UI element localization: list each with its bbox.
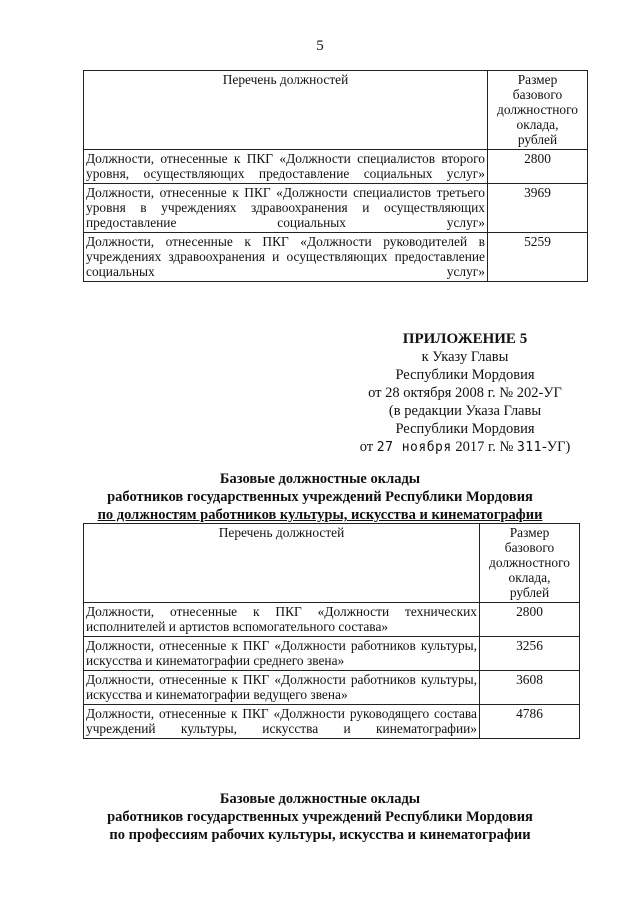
header-positions: Перечень должностей	[84, 524, 480, 603]
header-salary-line: базового	[512, 87, 563, 102]
table-row	[84, 637, 580, 671]
table-row	[84, 150, 588, 184]
header-salary-line: оклада,	[516, 117, 559, 132]
section-heading-culture-positions	[0, 470, 640, 524]
salary-cell: 3969	[488, 184, 588, 233]
salary-cell: 2800	[480, 603, 580, 637]
position-cell: Должности, отнесенные к ПКГ «Должности специалистов третьего уровня в учреждениях здравоохранения и осуществляющих предоставление социальных услуг»	[84, 184, 488, 233]
heading-line: Базовые должностные оклады	[219, 791, 421, 807]
position-cell: Должности, отнесенные к ПКГ «Должности руководящего состава учреждений культуры, искусства и кинематографии»	[84, 705, 480, 739]
appendix-line: от 28 октября 2008 г. № 202-УГ	[368, 385, 562, 401]
amendment-prefix: от	[359, 439, 374, 455]
header-salary-line: должностного	[489, 555, 570, 570]
header-salary-line: Размер	[517, 72, 558, 87]
header-salary-line: оклада,	[508, 570, 551, 585]
salary-cell: 3608	[480, 671, 580, 705]
heading-line: Базовые должностные оклады	[219, 471, 421, 487]
amendment-number: 311	[516, 440, 542, 455]
section-heading-culture-workers	[0, 790, 640, 844]
appendix-line: к Указу Главы	[421, 349, 509, 365]
heading-line: по должностям работников культуры, искусства и кинематографии	[97, 507, 543, 523]
appendix-line: Республики Мордовия	[395, 367, 535, 383]
page-number: 5	[316, 38, 324, 54]
position-cell: Должности, отнесенные к ПКГ «Должности руководителей в учреждениях здравоохранения и осуществляющих предоставление социальных услуг»	[84, 233, 488, 282]
amendment-year: 2017 г. №	[455, 439, 514, 455]
salary-cell: 3256	[480, 637, 580, 671]
position-cell: Должности, отнесенные к ПКГ «Должности технических исполнителей и артистов вспомогательного состава»	[84, 603, 480, 637]
table-header-row	[84, 524, 580, 603]
amendment-suffix: -УГ)	[541, 439, 571, 455]
salary-cell: 4786	[480, 705, 580, 739]
appendix-amendment-line	[340, 438, 590, 457]
position-cell: Должности, отнесенные к ПКГ «Должности работников культуры, искусства и кинематографии среднего звена»	[84, 637, 480, 671]
salary-cell: 2800	[488, 150, 588, 184]
salary-table-culture	[83, 523, 580, 739]
header-salary-line: Размер	[509, 525, 550, 540]
header-salary-line: базового	[504, 540, 555, 555]
position-cell: Должности, отнесенные к ПКГ «Должности работников культуры, искусства и кинематографии ведущего звена»	[84, 671, 480, 705]
header-salary	[488, 71, 588, 150]
table-row	[84, 184, 588, 233]
header-salary-line: рублей	[517, 132, 558, 147]
heading-line: работников государственных учреждений Республики Мордовия	[107, 809, 533, 825]
salary-cell: 5259	[488, 233, 588, 282]
header-salary	[480, 524, 580, 603]
appendix-block	[340, 330, 590, 457]
appendix-title: ПРИЛОЖЕНИЕ 5	[402, 331, 528, 347]
salary-table-social	[83, 70, 588, 282]
appendix-line: (в редакции Указа Главы	[388, 403, 542, 419]
table-header-row	[84, 71, 588, 150]
amendment-date: 27 ноября	[376, 440, 452, 455]
table-row	[84, 233, 588, 282]
appendix-line: Республики Мордовия	[395, 421, 535, 437]
header-salary-line: рублей	[509, 585, 550, 600]
header-salary-line: должностного	[497, 102, 578, 117]
table-row	[84, 705, 580, 739]
table-row	[84, 671, 580, 705]
header-positions: Перечень должностей	[84, 71, 488, 150]
heading-line: по профессиям рабочих культуры, искусства и кинематографии	[109, 827, 531, 843]
heading-line: работников государственных учреждений Республики Мордовия	[107, 489, 533, 505]
position-cell: Должности, отнесенные к ПКГ «Должности специалистов второго уровня, осуществляющих предоставление социальных услуг»	[84, 150, 488, 184]
table-row	[84, 603, 580, 637]
